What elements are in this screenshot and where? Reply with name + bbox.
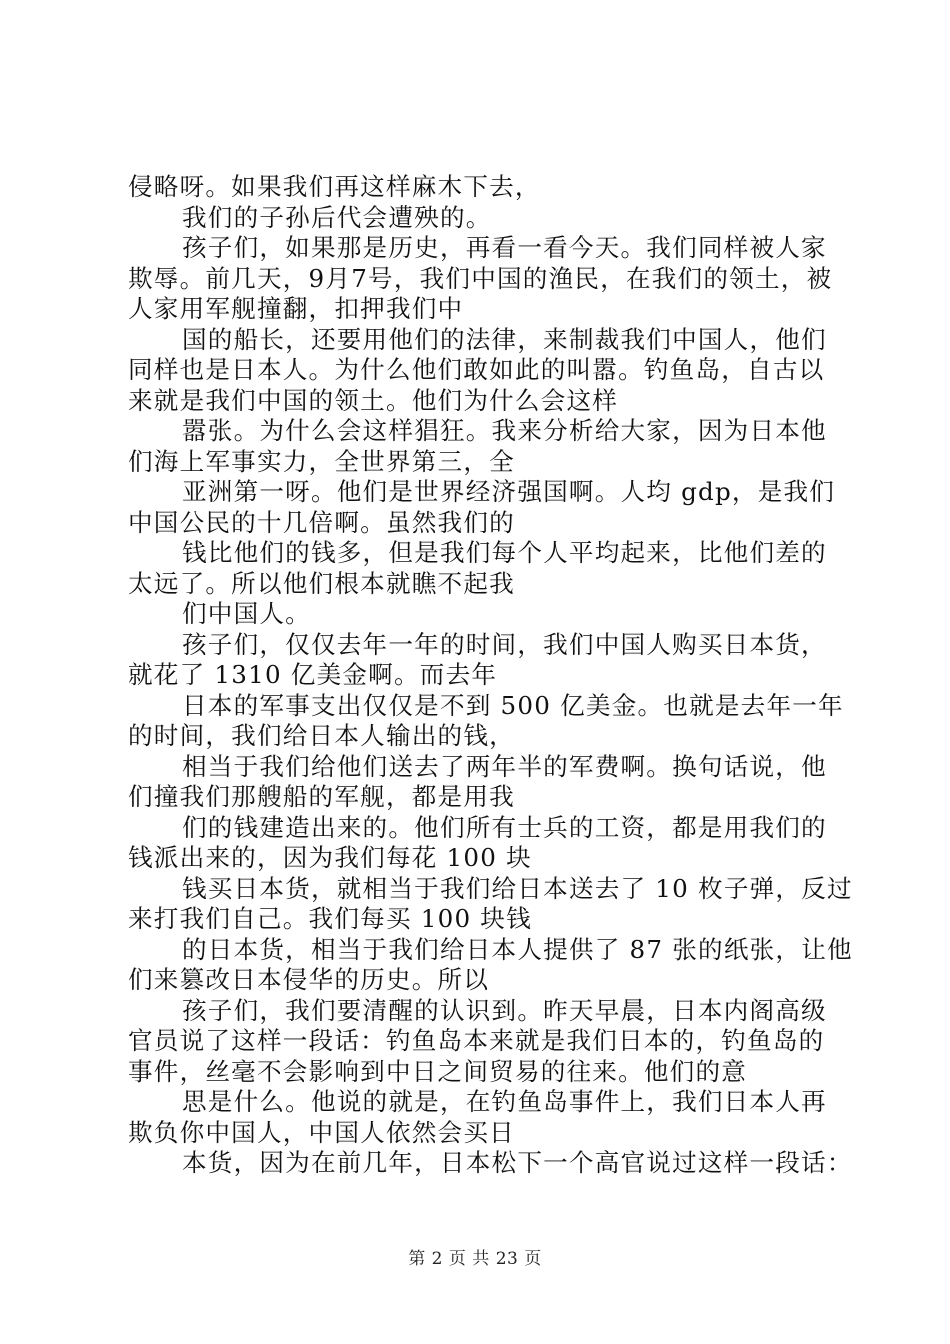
text-line: 事件，丝毫不会影响到中日之间贸易的往来。他们的意 — [128, 1056, 748, 1086]
text-line: 来打我们自己。我们每买 100 块钱 — [128, 904, 532, 933]
text-line: 侵略呀。如果我们再这样麻木下去， — [128, 172, 541, 201]
text-line: 人家用军舰撞翻，扣押我们中 — [128, 294, 464, 323]
text-line: 们的钱建造出来的。他们所有士兵的工资，都是用我们的 — [182, 812, 827, 842]
text-line: 们撞我们那艘船的军舰，都是用我 — [128, 782, 515, 811]
text-line: 就花了 1310 亿美金啊。而去年 — [128, 660, 498, 689]
text-line: 日本的军事支出仅仅是不到 500 亿美金。也就是去年一年 — [182, 690, 844, 720]
body-text — [128, 172, 853, 1179]
text-line: 钱派出来的，因为我们每花 100 块 — [128, 843, 532, 872]
text-line: 孩子们，我们要清醒的认识到。昨天早晨，日本内阁高级 — [182, 995, 827, 1025]
text-line: 孩子们，如果那是历史，再看一看今天。我们同样被人家 — [182, 233, 827, 262]
text-line: 中国公民的十几倍啊。虽然我们的 — [128, 507, 515, 537]
text-line: 国的船长，还要用他们的法律，来制裁我们中国人，他们 — [182, 324, 827, 354]
text-line: 的时间，我们给日本人输出的钱， — [128, 721, 515, 750]
text-line: 欺负你中国人，中国人依然会买日 — [128, 1117, 515, 1147]
text-line: 相当于我们给他们送去了两年半的军费啊。换句话说，他 — [182, 751, 827, 781]
page-footer: 第 2 页 共 23 页 — [408, 1249, 542, 1269]
text-line: 本货，因为在前几年，日本松下一个高官说过这样一段话： — [182, 1148, 853, 1177]
text-line: 亚洲第一呀。他们是世界经济强国啊。人均 gdp，是我们 — [182, 477, 836, 506]
text-line: 同样也是日本人。为什么他们敢如此的叫嚣。钓鱼岛，自古以 — [128, 355, 825, 384]
text-line: 欺辱。前几天，9月7号，我们中国的渔民，在我们的领土，被 — [128, 263, 833, 293]
text-line: 来就是我们中国的领土。他们为什么会这样 — [128, 385, 619, 415]
text-line: 我们的子孙后代会遭殃的。 — [182, 202, 492, 232]
text-line: 钱比他们的钱多，但是我们每个人平均起来，比他们差的 — [182, 538, 827, 567]
text-line: 钱买日本货，就相当于我们给日本送去了 10 枚子弹，反过 — [182, 873, 853, 903]
text-line: 们中国人。 — [182, 599, 311, 628]
text-line: 思是什么。他说的就是，在钓鱼岛事件上，我们日本人再 — [182, 1087, 827, 1116]
text-line: 们来篡改日本侵华的历史。所以 — [128, 965, 490, 994]
text-line: 们海上军事实力，全世界第三，全 — [128, 446, 515, 476]
text-line: 的日本货，相当于我们给日本人提供了 87 张的纸张，让他 — [182, 934, 853, 964]
text-line: 嚣张。为什么会这样猖狂。我来分析给大家，因为日本他 — [182, 416, 827, 445]
text-line: 太远了。所以他们根本就瞧不起我 — [128, 568, 515, 598]
text-line: 官员说了这样一段话：钓鱼岛本来就是我们日本的，钓鱼岛的 — [128, 1026, 825, 1055]
text-line: 孩子们，仅仅去年一年的时间，我们中国人购买日本货， — [182, 629, 827, 659]
